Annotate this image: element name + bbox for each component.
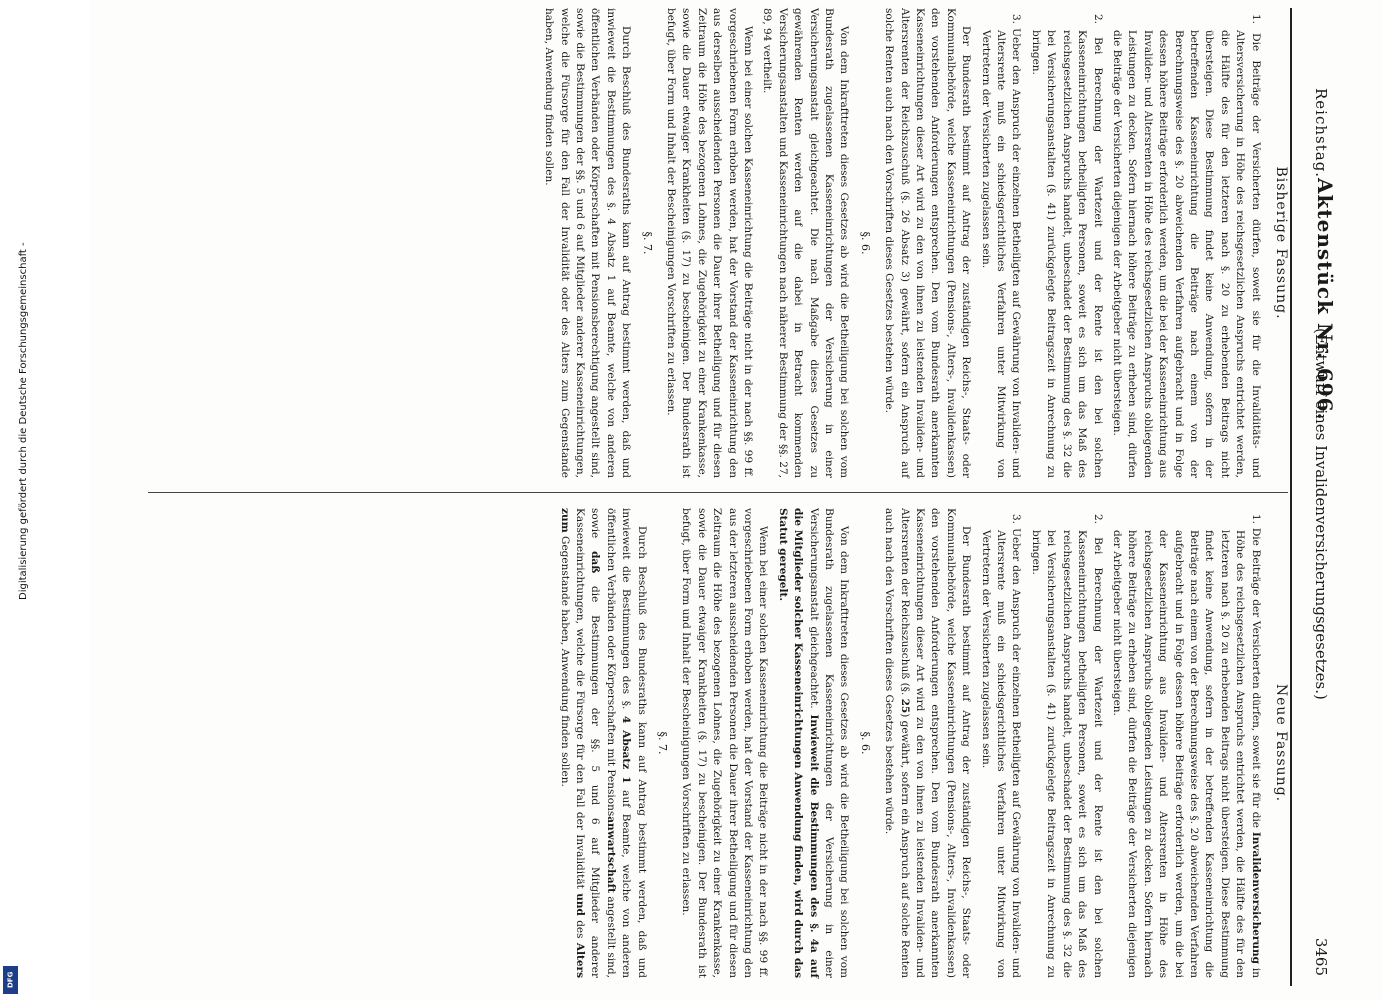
new-paragraph-4-text-a: Durch Beschluß des Bundesraths kann auf Antrag bestimmt werden, daß und inwieweit die Bestimmungen des §. xyxy=(620,508,648,978)
new-paragraph-4-bold-5: Alters zum xyxy=(558,508,586,978)
new-paragraph-4-bold-4: und xyxy=(573,893,586,916)
new-section-7: §. 7. xyxy=(655,731,669,755)
footer-credit: Digitalisierung gefördert durch die Deutsche Forschungsgemeinschaft - xyxy=(18,242,29,600)
old-section-6: §. 6. xyxy=(858,231,872,255)
new-paragraph-4-bold-3: daß xyxy=(589,551,602,574)
old-paragraph-2: Von dem Inkrafttreten dieses Gesetzes ab wird die Betheiligung bei solchen vom Bundesrath zugelassenen Kasseneinrichtungen der Versicherung in einer Versicherungsanstalt gleichgeachtet. Die nach Maßgabe dieses Gesetzes zu gewährenden Renten werden auf die dabei in Betracht kommenden Versicherungsanstalten und Kasseneinrichtungen nach näherer Bestimmung der §§. 27, 89, 94 vertheilt. xyxy=(761,8,851,478)
column-old-version xyxy=(537,8,1288,478)
old-item-1: 1. Die Beiträge der Versicherten dürfen, soweit sie für die Invaliditäts- und Altersversicherung in Höhe des reichsgesetzlichen Anspruchs entrichtet werden, die Hälfte des für den letzteren nach §. 20 zu erhebenden Beitrags nicht übersteigen. Diese Bestimmung findet keine Anwendung, sofern in der betreffenden Kasseneinrichtung die Beiträge nach einem von der Berechnungsweise des §. 20 abweichenden Verfahren aufgebracht und in Folge dessen höhere Beiträge erforderlich werden, um die bei der Kasseneinrichtung aus Invaliden- und Altersrenten in Höhe des reichsgesetzlichen Anspruchs obliegenden Leistungen zu decken. Sofern hiernach höhere Beiträge zu erheben sind, dürfen die Beiträge der Versicherten diejenigen der Arbeitgeber nicht übersteigen. xyxy=(1110,14,1262,478)
new-paragraph-4-text-b: auf Beamte, welche von anderen öffentlichen Verbänden oder Körperschaften mit Pensions xyxy=(604,508,633,978)
new-paragraph-4-text-f: Gegenstande haben, Anwendung finden sollen. xyxy=(558,532,571,787)
new-section-6: §. 6. xyxy=(858,731,872,755)
new-paragraph-2-text: Von dem Inkrafttreten dieses Gesetzes ab wird die Betheiligung bei solchen vom Bundesrath zugelassenen Kasseneinrichtungen der Versicherung in einer Versicherungsanstalt gleichgeachtet. xyxy=(807,508,851,978)
header-aktenstueck: Aktenstück Nr. 696. xyxy=(1313,178,1337,421)
new-paragraph-1 xyxy=(881,508,973,978)
column-heading-new: Neue Fassung. xyxy=(1273,683,1289,803)
new-item-1 xyxy=(1109,508,1263,978)
old-paragraph-1: Der Bundesrath bestimmt auf Antrag der zuständigen Reichs-, Staats- oder Kommunalbehörde, welche Kasseneinrichtungen (Pensions-, Alters-, Invalidenkassen) den vorstehenden Anforderungen entsprechen. Den vom Bundesrath anerkannten Kasseneinrichtungen dieser Art wird zu den von ihnen zu leistenden Invaliden- und Altersrenten der Reichszuschuß (§. 26 Absatz 3) gewährt, sofern ein Anspruch auf solche Renten auch nach den Vorschriften dieses Gesetzes bestehen würde. xyxy=(883,8,973,478)
new-item-1-text-b: in Höhe des reichsgesetzlichen Anspruchs entrichtet werden, die Hälfte des für den letzteren nach §. 20 zu erhebenden Beitrags nicht übersteigen. Diese Bestimmung findet keine Anwendung, sofern in der betreffenden Kasseneinrichtung die Beiträge nach einem von der Berechnungsweise des §. 20 abweichenden Verfahren aufgebracht und in Folge dessen höhere Beiträge erforderlich werden, um die bei der Kasseneinrichtung aus Invaliden- und Altersrenten in Höhe des reichsgesetzlichen Anspruchs obliegenden Leistungen zu decken. Sofern hiernach höhere Beiträge zu erheben sind, dürfen die Beiträge der Versicherten diejenigen der Arbeitgeber nicht übersteigen. xyxy=(1110,530,1262,978)
column-new-version xyxy=(552,508,1288,978)
column-heading-old: Bisherige Fassung. xyxy=(1273,166,1289,320)
new-paragraph-4-bold-2: anwartschaft xyxy=(604,816,617,893)
two-column-body xyxy=(133,8,1288,986)
new-paragraph-4-text-d: die Bestimmungen der §§. 5 und 6 auf Mitglieder anderer Kasseneinrichtungen, welche die Fürsorge für den Fall der Invalidität xyxy=(573,508,602,979)
new-item-1-text-a: 1. Die Beiträge der Versicherten dürfen, soweit sie für die xyxy=(1249,514,1262,832)
new-item-2: 2. Bei Berechnung der Wartezeit und der Rente ist den bei solchen Kasseneinrichtungen betheiligten Personen, soweit es sich um das Maß des reichsgesetzlichen Anspruchs handelt, unbeschadet der Bestimmung des §. 32 die bei Versicherungsanstalten (§. 41) zurückgelegte Beitragszeit in Anrechnung zu bringen. xyxy=(1029,514,1104,978)
new-paragraph-1-bold: 25 xyxy=(898,698,911,714)
header-title: (Entwurf eines Invalidenversicherungsgesetzes.) xyxy=(1312,328,1330,700)
header-reichstag: Reichstag. xyxy=(1312,88,1330,179)
new-paragraph-4-bold-1: 4 Absatz 1 xyxy=(620,715,633,784)
new-item-1-bold: Invalidenversicherung xyxy=(1249,831,1262,965)
new-paragraph-2-bold: Inwieweit die Bestimmungen des §. 4a auf die Mitglieder solcher Kasseneinrichtungen Anwendung finden, wird durch das Statut geregelt. xyxy=(776,508,820,978)
digitization-footer xyxy=(0,0,29,1000)
page-header xyxy=(1290,8,1336,986)
old-paragraph-4: Durch Beschluß des Bundesraths kann auf Antrag bestimmt werden, daß und inwieweit die Bestimmungen des §. 4 Absatz 1 auf Beamte, welche von anderen öffentlichen Verbänden oder Körperschaften mit Pensionsberechtigung angestellt sind, sowie die Bestimmungen der §§. 5 und 6 auf Mitglieder anderer Kasseneinrichtungen, welche die Fürsorge für den Fall der Invalidität oder des Alters zum Gegenstande haben, Anwendung finden sollen. xyxy=(543,8,633,478)
old-section-7: §. 7. xyxy=(640,231,654,255)
old-item-2: 2. Bei Berechnung der Wartezeit und der Rente ist den bei solchen Kasseneinrichtungen betheiligten Personen, soweit es sich um das Maß des reichsgesetzlichen Anspruchs handelt, unbeschadet der Bestimmung des §. 32 die bei Versicherungsanstalten (§. 41) zurückgelegte Beitragszeit in Anrechnung zu bringen. xyxy=(1029,14,1104,478)
page-content xyxy=(133,0,1346,1000)
new-item-3: 3. Ueber den Anspruch der einzelnen Betheiligten auf Gewährung von Invaliden- und Altersrente muß ein schiedsgerichtliches Verfahren unter Mitwirkung von Vertretern der Versicherten zugelassen sein. xyxy=(979,514,1023,978)
page-number: 3465 xyxy=(1312,937,1330,976)
new-paragraph-1-text-b: ) gewährt, sofern ein Anspruch auf solche Renten auch nach den Vorschriften dieses Gesetzes bestehen würde. xyxy=(883,508,911,978)
new-paragraph-3: Wenn bei einer solchen Kasseneinrichtung die Beiträge nicht in der nach §§. 99 ff. vorgeschriebenen Form erhoben werden, hat der Vorstand der Kasseneinrichtung den aus der letzteren ausscheidenden Personen die Dauer ihrer Betheiligung und für diesen Zeitraum die Höhe des bezogenen Lohnes, die Zugehörigkeit zu einer Krankenkasse, sowie die Dauer etwaiger Krankheiten (§. 17) zu bescheinigen. Der Bundesrath ist befugt, über Form und Inhalt der Bescheinigungen Vorschriften zu erlassen. xyxy=(680,508,770,978)
old-paragraph-3: Wenn bei einer solchen Kasseneinrichtung die Beiträge nicht in der nach §§. 99 ff. vorgeschriebenen Form erhoben werden, hat der Vorstand der Kasseneinrichtung den aus derselben ausscheidenden Personen die Dauer ihrer Betheiligung und für diesen Zeitraum die Höhe des bezogenen Lohnes, die Zugehörigkeit zu einer Krankenkasse, sowie die Dauer etwaiger Krankheiten (§. 17) zu bescheinigen. Der Bundesrath ist befugt, über Form und Inhalt der Bescheinigungen Vorschriften zu erlassen. xyxy=(664,8,754,478)
new-paragraph-1-text-a: Der Bundesrath bestimmt auf Antrag der zuständigen Reichs-, Staats- oder Kommunalbehörde, welche Kasseneinrichtungen (Pensions-, Alters-, Invalidenkassen) den vorstehenden Anforderungen entsprechen. Den vom Bundesrath anerkannten Kasseneinrichtungen dieser Art wird zu den von ihnen zu leistenden Invaliden- und Altersrenten der Reichszuschuß (§. xyxy=(898,508,973,978)
new-paragraph-4 xyxy=(556,508,648,978)
new-paragraph-4-text-c: angestellt sind, sowie xyxy=(589,508,617,978)
column-divider xyxy=(148,492,1288,493)
new-paragraph-2 xyxy=(774,508,851,978)
old-item-3: 3. Ueber den Anspruch der einzelnen Betheiligten auf Gewährung von Invaliden- und Altersrente muß ein schiedsgerichtliches Verfahren unter Mitwirkung von Vertretern der Versicherten zugelassen sein. xyxy=(979,14,1023,478)
new-paragraph-4-text-e: des xyxy=(573,915,586,943)
dfg-logo: DFG xyxy=(3,966,18,994)
